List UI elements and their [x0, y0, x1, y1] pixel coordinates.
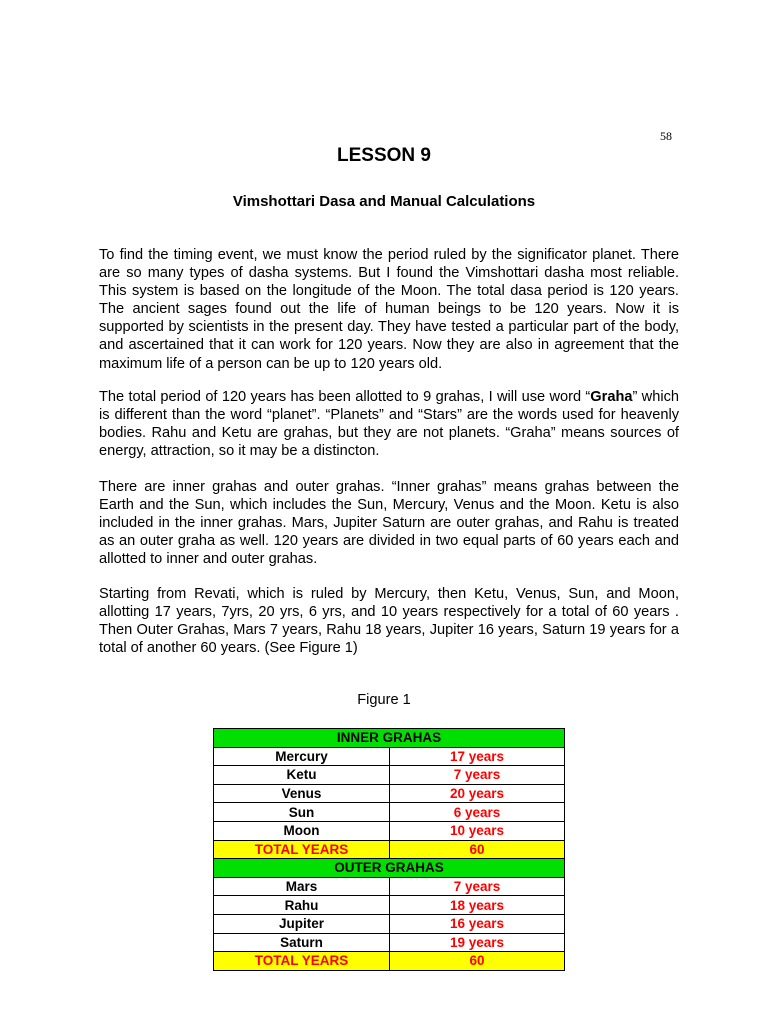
graha-name: Saturn: [214, 933, 390, 952]
page-number: 58: [660, 129, 672, 143]
graha-years: 18 years: [390, 896, 565, 915]
paragraph-graha-definition: [99, 388, 679, 460]
table-row: [214, 766, 565, 785]
graha-years: 7 years: [390, 766, 565, 785]
figure-caption: Figure 1: [357, 692, 411, 708]
graha-years: 7 years: [390, 877, 565, 896]
graha-name: Mercury: [214, 747, 390, 766]
paragraph-inner-outer-grahas: There are inner grahas and outer grahas. “Inner grahas” means grahas between the Earth and the Sun, which includes the Sun, Mercury, Venus and the Moon. Ketu is also included in the inner grahas. Mars, Jupiter Saturn are outer grahas, and Rahu is treated as an outer graha as well. 120 years are divided in two equal parts of 60 years each and allotted to inner and outer grahas.: [99, 479, 679, 568]
table-row: [214, 747, 565, 766]
table-row: [214, 877, 565, 896]
paragraph-text: The total period of 120 years has been allotted to 9 grahas, I will use word “: [99, 389, 591, 405]
total-years-value: 60: [390, 840, 565, 859]
graha-bold-term: Graha: [590, 389, 633, 405]
outer-total-row: [214, 952, 565, 971]
table-row: [214, 914, 565, 933]
graha-years: 20 years: [390, 784, 565, 803]
inner-grahas-header: INNER GRAHAS: [214, 729, 565, 748]
table-row: [214, 803, 565, 822]
table-header-row: [214, 859, 565, 878]
table-row: [214, 784, 565, 803]
graha-years: 6 years: [390, 803, 565, 822]
total-years-label: TOTAL YEARS: [214, 952, 390, 971]
graha-name: Ketu: [214, 766, 390, 785]
graha-name: Sun: [214, 803, 390, 822]
table-row: [214, 821, 565, 840]
total-years-value: 60: [390, 952, 565, 971]
lesson-subtitle: Vimshottari Dasa and Manual Calculations: [232, 193, 536, 210]
paragraph-text: ” which is different than the word “planet”. “Planets” and “Stars” are the words used for heavenly bodies. Rahu and Ketu are grahas, but they are not planets. “Graha” means sources of energy, attraction, so it may be a distincton.: [99, 389, 679, 460]
table-row: [214, 933, 565, 952]
paragraph-allotment: Starting from Revati, which is ruled by Mercury, then Ketu, Venus, Sun, and Moon, allotting 17 years, 7yrs, 20 yrs, 6 yrs, and 10 years respectively for a total of 60 years . Then Outer Grahas, Mars 7 years, Rahu 18 years, Jupiter 16 years, Saturn 19 years for a total of another 60 years. (See Figure 1): [99, 586, 679, 657]
graha-name: Venus: [214, 784, 390, 803]
graha-years: 19 years: [390, 933, 565, 952]
outer-grahas-header: OUTER GRAHAS: [214, 859, 565, 878]
graha-years-table: [213, 728, 565, 971]
graha-name: Moon: [214, 821, 390, 840]
inner-total-row: [214, 840, 565, 859]
lesson-title: LESSON 9: [337, 145, 431, 166]
graha-name: Rahu: [214, 896, 390, 915]
graha-name: Mars: [214, 877, 390, 896]
graha-years: 10 years: [390, 821, 565, 840]
table-row: [214, 896, 565, 915]
table-header-row: [214, 729, 565, 748]
total-years-label: TOTAL YEARS: [214, 840, 390, 859]
graha-years: 17 years: [390, 747, 565, 766]
graha-years: 16 years: [390, 914, 565, 933]
paragraph-dasha-intro: To find the timing event, we must know the period ruled by the significator planet. There are so many types of dasha systems. But I found the Vimshottari dasha most reliable. This system is based on the longitude of the Moon. The total dasa period is 120 years. The ancient sages found out the life of human beings to be 120 years. Now it is supported by scientists in the present day. They have tested a particular part of the body, and ascertained that it can work for 120 years. Now they are also in agreement that the maximum life of a person can be up to 120 years old.: [99, 247, 679, 372]
graha-name: Jupiter: [214, 914, 390, 933]
